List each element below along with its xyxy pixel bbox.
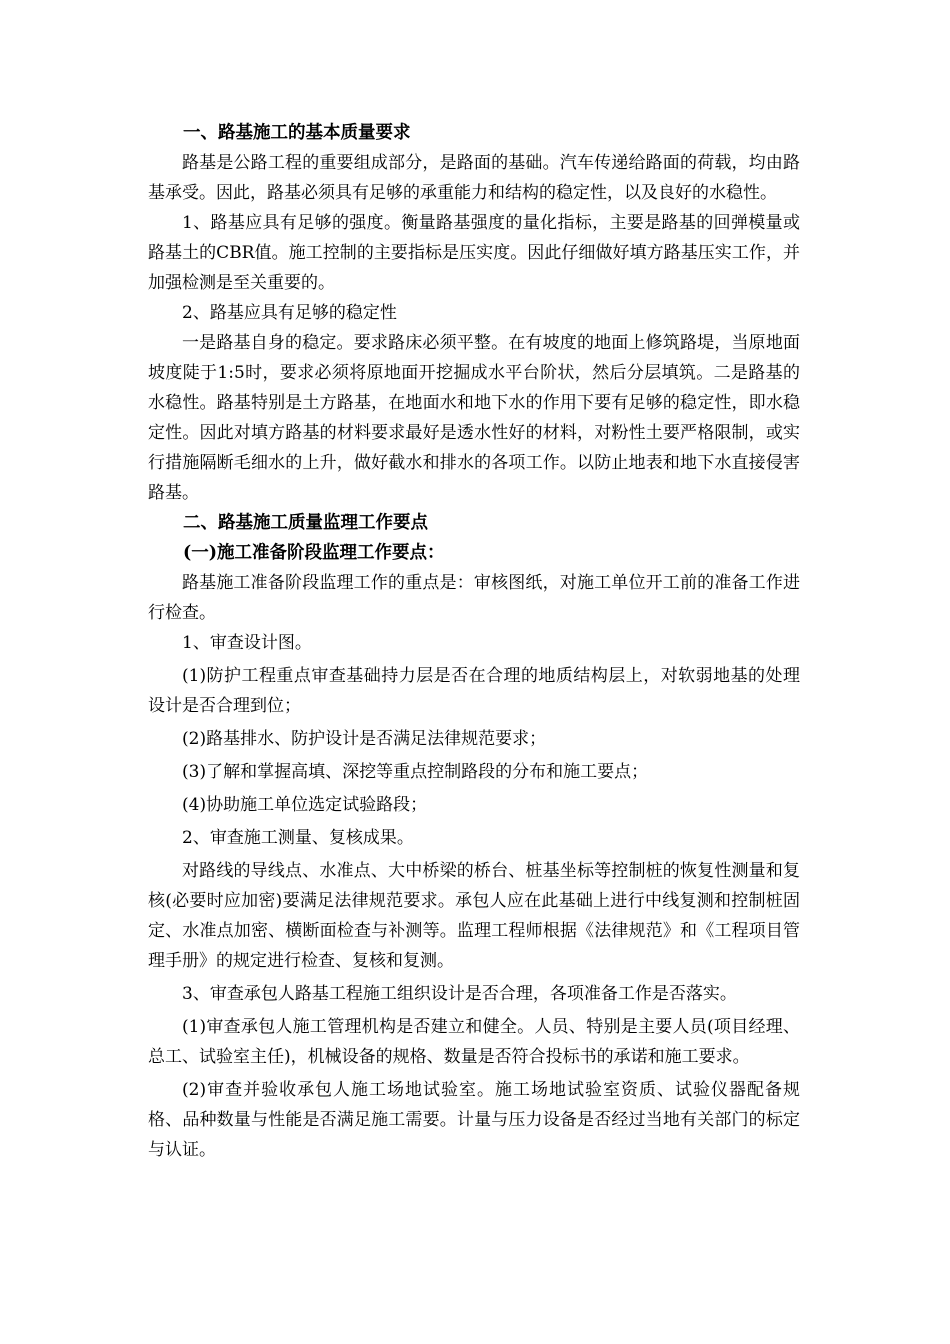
section-heading-1: 一、路基施工的基本质量要求 bbox=[183, 123, 411, 143]
list-item: (3)了解和掌握高填、深挖等重点控制路段的分布和施工要点； bbox=[182, 762, 649, 782]
list-item: (2)审查并验收承包人施工场地试验室。施工场地试验室资质、试验仪器配备规格、品种数量与性能是否满足施工需要。计量与压力设备是否经过当地有关部门的标定与认证。 bbox=[148, 1080, 800, 1160]
list-item: (1)审查承包人施工管理机构是否建立和健全。人员、特别是主要人员(项目经理、总工、试验室主任)，机械设备的规格、数量是否符合投标书的承诺和施工要求。 bbox=[148, 1017, 800, 1067]
subsection-heading: (一)施工准备阶段监理工作要点： bbox=[183, 543, 445, 563]
paragraph: 2、路基应具有足够的稳定性 bbox=[182, 303, 397, 323]
paragraph: 路基施工准备阶段监理工作的重点是：审核图纸，对施工单位开工前的准备工作进行检查。 bbox=[148, 573, 800, 623]
paragraph: 对路线的导线点、水准点、大中桥梁的桥台、桩基坐标等控制桩的恢复性测量和复核(必要时应加密)要满足法律规范要求。承包人应在此基础上进行中线复测和控制桩固定、水准点加密、横断面检查与补测等。监理工程师根据《法律规范》和《工程项目管理手册》的规定进行检查、复核和复测。 bbox=[148, 861, 800, 971]
list-item: (4)协助施工单位选定试验路段； bbox=[182, 795, 428, 815]
list-item: 1、审查设计图。 bbox=[182, 633, 312, 653]
list-item: (1)防护工程重点审查基础持力层是否在合理的地质结构层上，对软弱地基的处理设计是否合理到位； bbox=[148, 666, 800, 716]
paragraph: 1、路基应具有足够的强度。衡量路基强度的量化指标，主要是路基的回弹模量或路基土的CBR值。施工控制的主要指标是压实度。因此仔细做好填方路基压实工作，并加强检测是至关重要的。 bbox=[148, 213, 800, 293]
paragraph: 路基是公路工程的重要组成部分，是路面的基础。汽车传递给路面的荷载，均由路基承受。因此，路基必须具有足够的承重能力和结构的稳定性，以及良好的水稳性。 bbox=[148, 153, 800, 203]
section-heading-2: 二、路基施工质量监理工作要点 bbox=[183, 513, 428, 533]
document-page bbox=[148, 118, 800, 1165]
list-item: 3、审查承包人路基工程施工组织设计是否合理，各项准备工作是否落实。 bbox=[182, 984, 737, 1004]
paragraph: 一是路基自身的稳定。要求路床必须平整。在有坡度的地面上修筑路堤，当原地面坡度陡于1:5时，要求必须将原地面开挖掘成水平台阶状，然后分层填筑。二是路基的水稳性。路基特别是土方路基，在地面水和地下水的作用下要有足够的稳定性，即水稳定性。因此对填方路基的材料要求最好是透水性好的材料，对粉性土要严格限制，或实行措施隔断毛细水的上升，做好截水和排水的各项工作。以防止地表和地下水直接侵害路基。 bbox=[148, 333, 800, 503]
list-item: (2)路基排水、防护设计是否满足法律规范要求； bbox=[182, 729, 547, 749]
list-item: 2、审查施工测量、复核成果。 bbox=[182, 828, 414, 848]
